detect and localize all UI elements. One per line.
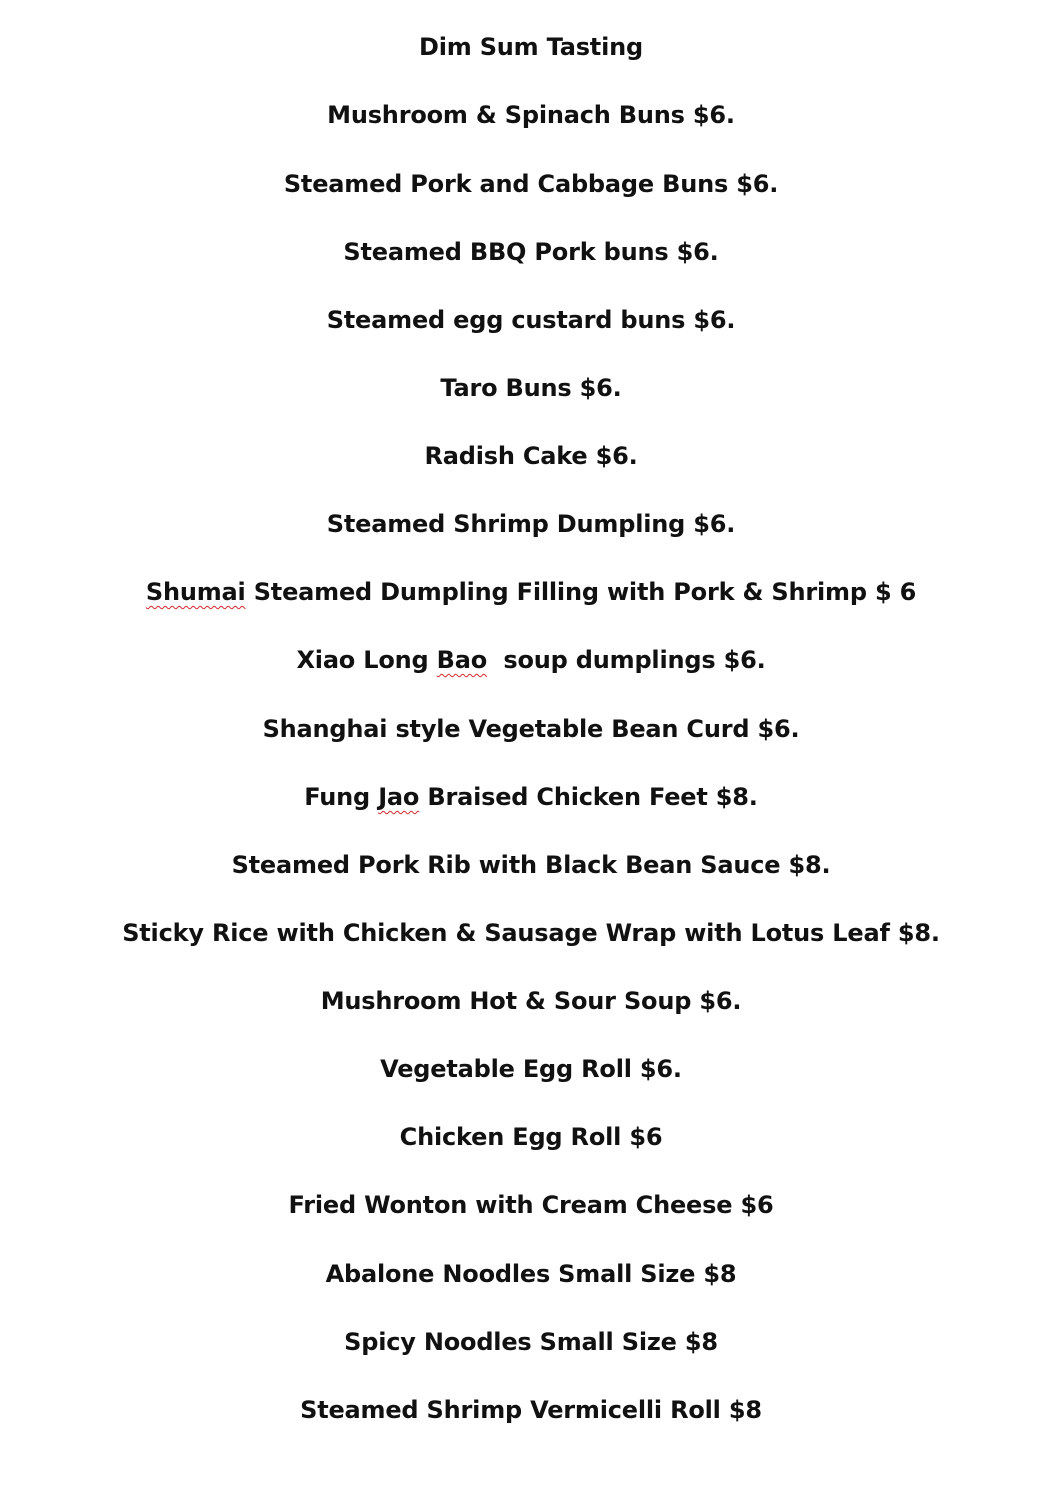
menu-item-text: Braised Chicken Feet $8.: [419, 783, 758, 811]
menu-title: Dim Sum Tasting: [419, 33, 643, 61]
menu-item: Shanghai style Vegetable Bean Curd $6.: [262, 715, 800, 743]
menu-item: Mushroom & Spinach Buns $6.: [327, 101, 735, 129]
menu-item: Taro Buns $6.: [440, 374, 622, 402]
menu-item: Fried Wonton with Cream Cheese $6: [288, 1191, 774, 1219]
menu-item: Mushroom Hot & Sour Soup $6.: [320, 987, 742, 1015]
menu-item: Steamed BBQ Pork buns $6.: [343, 238, 719, 266]
menu-item: [0, 576, 1062, 608]
menu-item-text: Steamed Dumpling Filling with Pork & Shrimp $ 6: [245, 578, 917, 606]
menu-item: Sticky Rice with Chicken & Sausage Wrap with Lotus Leaf $8.: [122, 919, 940, 947]
menu-item: Chicken Egg Roll $6: [399, 1123, 663, 1151]
menu-item: Steamed Pork and Cabbage Buns $6.: [283, 170, 779, 198]
menu-item: Radish Cake $6.: [424, 442, 638, 470]
menu-item: Steamed Shrimp Vermicelli Roll $8: [300, 1396, 762, 1424]
menu-item: Abalone Noodles Small Size $8: [325, 1260, 737, 1288]
menu-item-text: soup dumplings $6.: [487, 646, 766, 674]
menu-item-text: Xiao Long: [296, 646, 437, 674]
spellcheck-flagged-word: Bao: [436, 646, 488, 674]
menu-item: Steamed Pork Rib with Black Bean Sauce $8.: [231, 851, 831, 879]
spellcheck-flagged-word: Jao: [378, 783, 420, 811]
menu-item: Steamed Shrimp Dumpling $6.: [326, 510, 736, 538]
menu-item: [0, 644, 1062, 676]
menu-item: Steamed egg custard buns $6.: [326, 306, 736, 334]
menu-item-text: Fung: [304, 783, 379, 811]
menu-item: [0, 781, 1062, 813]
spellcheck-flagged-word: Shumai: [145, 578, 246, 606]
menu-item: Vegetable Egg Roll $6.: [380, 1055, 682, 1083]
menu-item: Spicy Noodles Small Size $8: [344, 1328, 718, 1356]
